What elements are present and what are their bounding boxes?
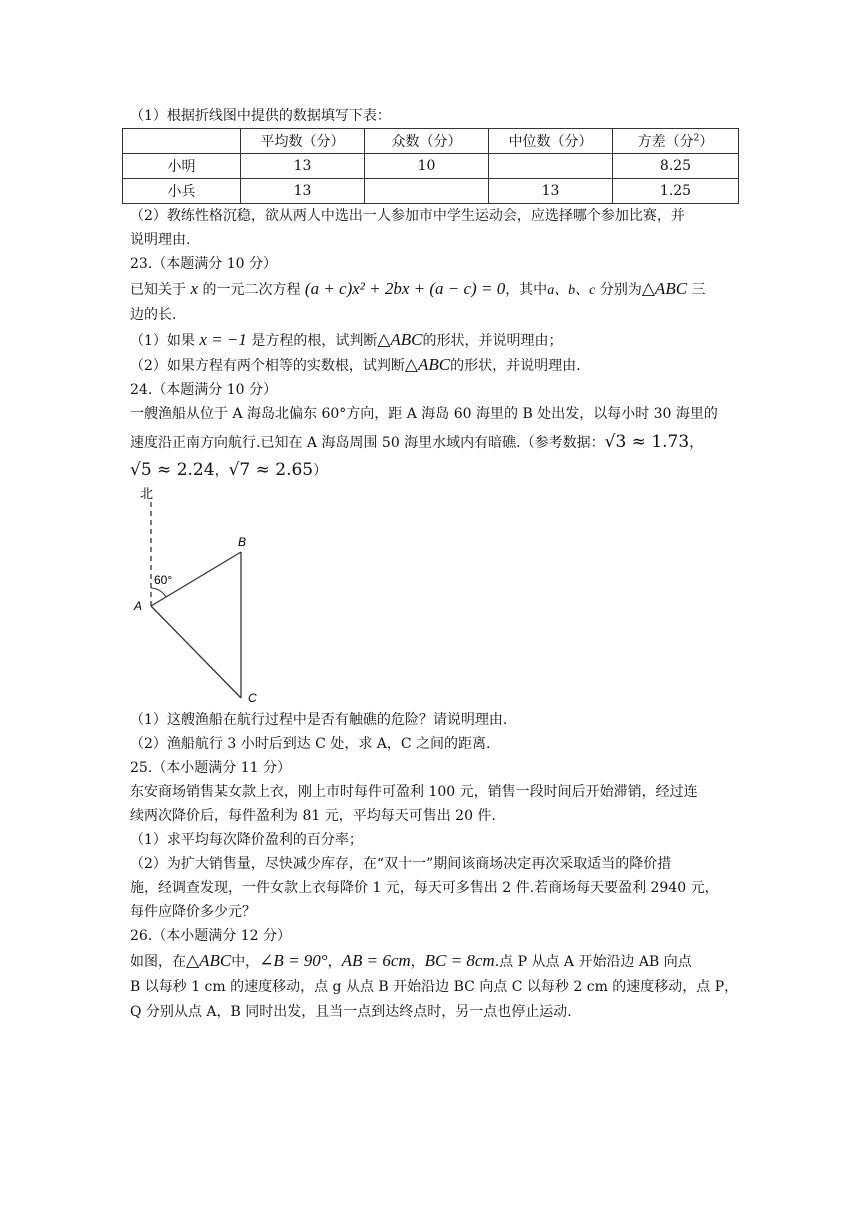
q23-part1-a: （1）如果 [130,333,195,349]
q25-line2: 续两次降价后，每件盈利为 81 元，平均每天可售出 20 件. [130,808,496,824]
q26-line1-c: .点 P 从点 A 开始沿边 AB 向点 [494,954,692,970]
q23-part2 [130,355,581,376]
north-label: 北 [140,487,154,502]
q26-line1 [130,951,692,972]
q24-line1: 一艘渔船从位于 A 海岛北偏东 60°方向，距 A 海岛 60 海里的 B 处出发，以每小时 30 海里的 [130,406,718,422]
table-row [123,179,739,204]
table-cell: 13 [241,154,365,179]
q22-part1: （1）根据折线图中提供的数据填写下表： [130,108,391,124]
q23-part1 [130,330,563,351]
table-header-cell: 众数（分） [365,129,489,154]
table-cell: 10 [365,154,489,179]
q26-tri: △ABC [186,951,232,970]
q23-equation: (a + c)x² + 2bx + (a − c) = 0 [304,279,506,298]
variance-superscript: 2 [693,133,700,144]
table-cell: 小明 [123,154,241,179]
score-table [122,128,739,204]
q24-line2-a: 速度沿正南方向航行.已知在 A 海岛周围 50 海里水域内有暗礁.（参考数据： [130,435,605,451]
variance-label: 方差（分 [637,134,694,150]
q24-part1: （1）这艘渔船在航行过程中是否有触礁的危险？请说明理由. [130,712,508,728]
q23-stem-line2: 边的长. [130,307,177,323]
q22-part2-line1: （2）教练性格沉稳，欲从两人中选出一人参加市中学生运动会，应选择哪个参加比赛，并 [130,208,685,224]
q26-header: 26.（本小题满分 12 分） [130,928,291,944]
q23-stem-b: 的一元二次方程 [202,282,301,298]
q26-line1-a: 如图，在 [130,954,186,970]
q23-part1-c: 的形状，并说明理由； [422,333,563,349]
q26-bc: BC = 8cm [424,951,495,970]
q23-stem-x: x [190,279,198,298]
q26-line1-b: 中， [231,954,260,970]
segment-ac [151,606,241,698]
q26-line2: B 以每秒 1 cm 的速度移动，点 g 从点 B 开始沿边 BC 向点 C 以每秒 2 cm 的速度移动，点 P， [130,979,739,995]
table-cell: 8.25 [613,154,739,179]
q23-part2-a: （2）如果方程有两个相等的实数根，试判断 [130,358,405,374]
q23-part1-b: 是方程的根，试判断 [251,333,378,349]
table-cell [489,154,613,179]
q26-line3: Q 分别从点 A，B 同时出发，且当一点到达终点时，另一点也停止运动. [130,1004,572,1020]
q24-sqrt7: √7 ≈ 2.65 [228,460,314,480]
q25-part2-line1: （2）为扩大销售量，尽快减少库存，在“双十一”期间该商场决定再次采取适当的降价措 [130,856,672,872]
q23-part2-tri: △ABC [404,355,451,374]
q22-part2-line2: 说明理由. [130,232,191,248]
angle-label: 60° [154,573,173,587]
table-header-cell: 中位数（分） [489,129,613,154]
q24-comma: ， [214,463,229,479]
q26-c2: ， [410,954,425,970]
q23-stem-d: 分别为 [599,282,642,298]
q25-header: 25.（本小题满分 11 分） [130,760,291,776]
q25-line1: 东安商场销售某女款上衣，刚上市时每件可盈利 100 元，销售一段时间后开始滞销，经过连 [130,784,698,800]
point-b-label: B [238,535,247,549]
q24-line2-b: ， [689,435,704,451]
q24-part2: （2）渔船航行 3 小时后到达 C 处，求 A，C 之间的距离. [130,736,491,752]
q23-part1-eq: x = −1 [199,330,247,349]
q23-stem-c: ，其中 [505,282,548,298]
q26-ab: AB = 6cm [341,951,411,970]
q24-line2 [130,432,703,453]
table-header-cell [613,129,739,154]
table-header-cell [123,129,241,154]
angle-arc [151,588,166,597]
table-cell: 13 [489,179,613,204]
variance-close: ） [699,134,714,150]
point-a-label: A [134,599,143,613]
q23-triangle: △ABC [641,279,688,298]
q24-line3 [130,460,327,481]
table-cell: 1.25 [613,179,739,204]
table-cell: 13 [241,179,365,204]
q23-header: 23.（本题满分 10 分） [130,256,277,272]
q24-close: ） [313,463,328,479]
q26-c1: ， [327,954,342,970]
q24-header: 24.（本题满分 10 分） [130,382,277,398]
boat-triangle-figure [120,480,280,710]
q23-stem-line1 [130,279,706,301]
table-cell: 小兵 [123,179,241,204]
q23-part2-b: 的形状，并说明理由. [450,358,581,374]
table-cell [365,179,489,204]
table-row [123,154,739,179]
q23-stem-vars: a、b、c [547,283,596,298]
table-header-cell: 平均数（分） [241,129,365,154]
q24-sqrt3: √3 ≈ 1.73 [604,432,690,452]
q25-part1: （1）求平均每次降价盈利的百分率； [130,832,363,848]
q23-stem-a: 已知关于 [130,282,186,298]
point-c-label: C [248,691,257,705]
q25-part2-line2: 施，经调查发现，一件女款上衣每降价 1 元，每天可多售出 2 件.若商场每天要盈利 2940 元， [130,880,719,896]
q23-stem-e: 三 [691,282,706,298]
q25-part2-line3: 每件应降价多少元？ [130,904,256,920]
q23-part1-tri: △ABC [377,330,423,349]
q26-angle-b: ∠B = 90° [259,951,328,970]
q24-sqrt5: √5 ≈ 2.24 [130,460,215,480]
table-header-row [123,129,739,154]
